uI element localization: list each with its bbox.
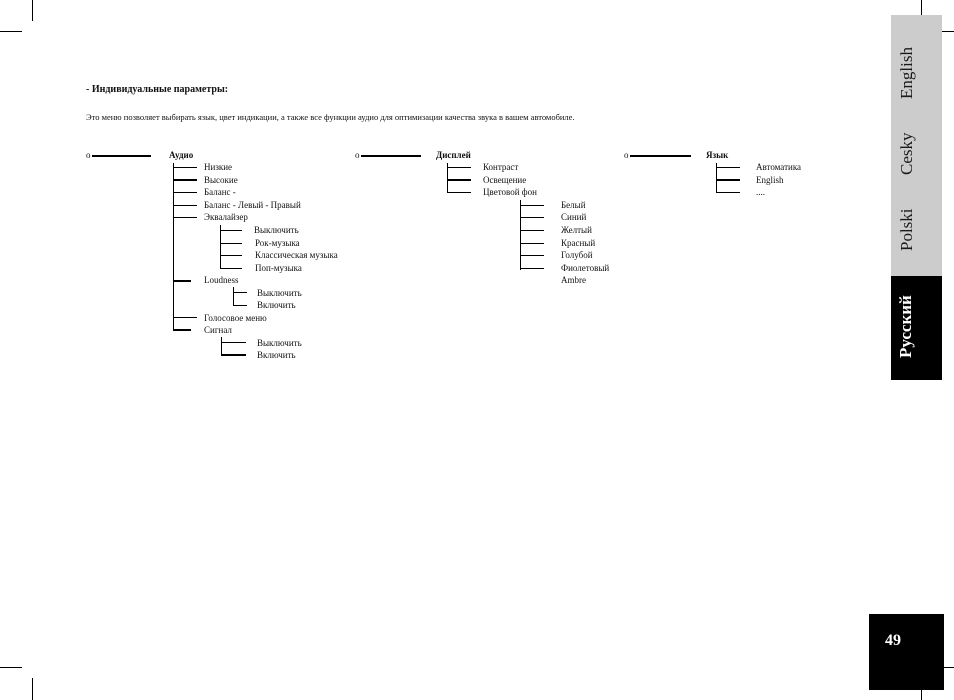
tree-connector	[220, 255, 242, 256]
equalizer-option: Выключить	[254, 225, 299, 235]
tree-connector	[447, 179, 471, 181]
language-item: Автоматика	[756, 162, 802, 172]
audio-title: Аудио	[169, 150, 194, 160]
crop-mark	[0, 31, 22, 32]
tree-connector	[173, 205, 197, 206]
tree-marker: o	[624, 150, 629, 160]
page-number-box	[869, 614, 944, 690]
color-option: Ambre	[561, 275, 586, 285]
tree-connector	[173, 179, 197, 181]
tree-connector	[173, 317, 197, 318]
audio-item: Голосовое меню	[204, 313, 267, 323]
language-item: ....	[756, 187, 765, 197]
section-heading: - Индивидуальные параметры:	[86, 84, 229, 95]
tree-connector	[716, 167, 740, 168]
tree-connector	[520, 255, 544, 256]
tree-connector	[233, 305, 247, 306]
tree-connector	[220, 268, 242, 269]
tab-cesky[interactable]: Cesky	[897, 132, 916, 175]
tree-connector	[220, 225, 221, 269]
color-option: Красный	[561, 238, 596, 248]
display-item: Цветовой фон	[483, 187, 537, 197]
language-item: English	[756, 175, 784, 185]
equalizer-option: Поп-музыка	[255, 263, 302, 273]
tree-connector	[233, 292, 247, 293]
display-item: Контраст	[483, 162, 519, 172]
color-option: Желтый	[561, 225, 592, 235]
audio-item: Высокие	[204, 175, 238, 185]
tree-connector	[233, 287, 234, 306]
tree-connector	[220, 243, 242, 244]
tree-connector	[520, 217, 544, 218]
tree-connector	[520, 230, 544, 231]
tree-connector	[173, 217, 197, 218]
language-title: Язык	[706, 150, 729, 160]
display-item: Освещение	[483, 175, 527, 185]
tab-russian-label: Русский	[896, 295, 915, 358]
tree-connector	[447, 192, 471, 193]
tree-connector	[173, 167, 197, 168]
tree-connector	[220, 230, 242, 231]
tree-connector	[221, 342, 246, 343]
loudness-option: Включить	[257, 300, 296, 310]
equalizer-option: Классическая музыка	[255, 250, 338, 260]
signal-option: Включить	[257, 350, 296, 360]
tree-connector	[173, 192, 197, 193]
audio-item: Баланс -	[204, 187, 236, 197]
tree-connector	[716, 179, 740, 181]
tree-connector	[630, 155, 691, 157]
audio-item: Сигнал	[204, 325, 232, 335]
tree-connector	[716, 192, 740, 193]
tree-connector	[173, 163, 174, 330]
tree-connector	[520, 200, 521, 270]
tree-marker: o	[355, 150, 360, 160]
tree-connector	[221, 354, 246, 356]
color-option: Белый	[561, 200, 586, 210]
crop-mark	[32, 0, 33, 21]
audio-item: Loudness	[204, 275, 239, 285]
tree-connector	[173, 280, 191, 282]
signal-option: Выключить	[257, 338, 302, 348]
tree-connector	[520, 243, 544, 244]
color-option: Голубой	[561, 250, 593, 260]
audio-item: Эквалайзер	[204, 212, 248, 222]
tab-polski[interactable]: Polski	[897, 208, 916, 251]
tab-english[interactable]: English	[897, 47, 916, 99]
tree-connector	[520, 205, 544, 206]
tree-connector	[92, 155, 151, 157]
display-title: Дисплей	[436, 150, 471, 160]
loudness-option: Выключить	[257, 288, 302, 298]
audio-item: Низкие	[204, 162, 233, 172]
tree-connector	[447, 167, 471, 168]
page-number: 49	[885, 632, 901, 649]
tree-connector	[361, 155, 421, 157]
tree-marker: o	[86, 150, 91, 160]
color-option: Фиолетовый	[561, 263, 610, 273]
tree-connector	[520, 268, 544, 269]
tree-connector	[173, 329, 191, 331]
section-intro: Это меню позволяет выбирать язык, цвет индикации, а также все функции аудио для оптимизации качества звука в вашем автомобиле.	[86, 112, 575, 122]
crop-mark	[32, 678, 33, 700]
equalizer-option: Рок-музыка	[255, 238, 300, 248]
audio-item: Баланс - Левый - Правый	[204, 200, 301, 210]
crop-mark	[0, 667, 22, 668]
color-option: Синий	[561, 212, 587, 222]
